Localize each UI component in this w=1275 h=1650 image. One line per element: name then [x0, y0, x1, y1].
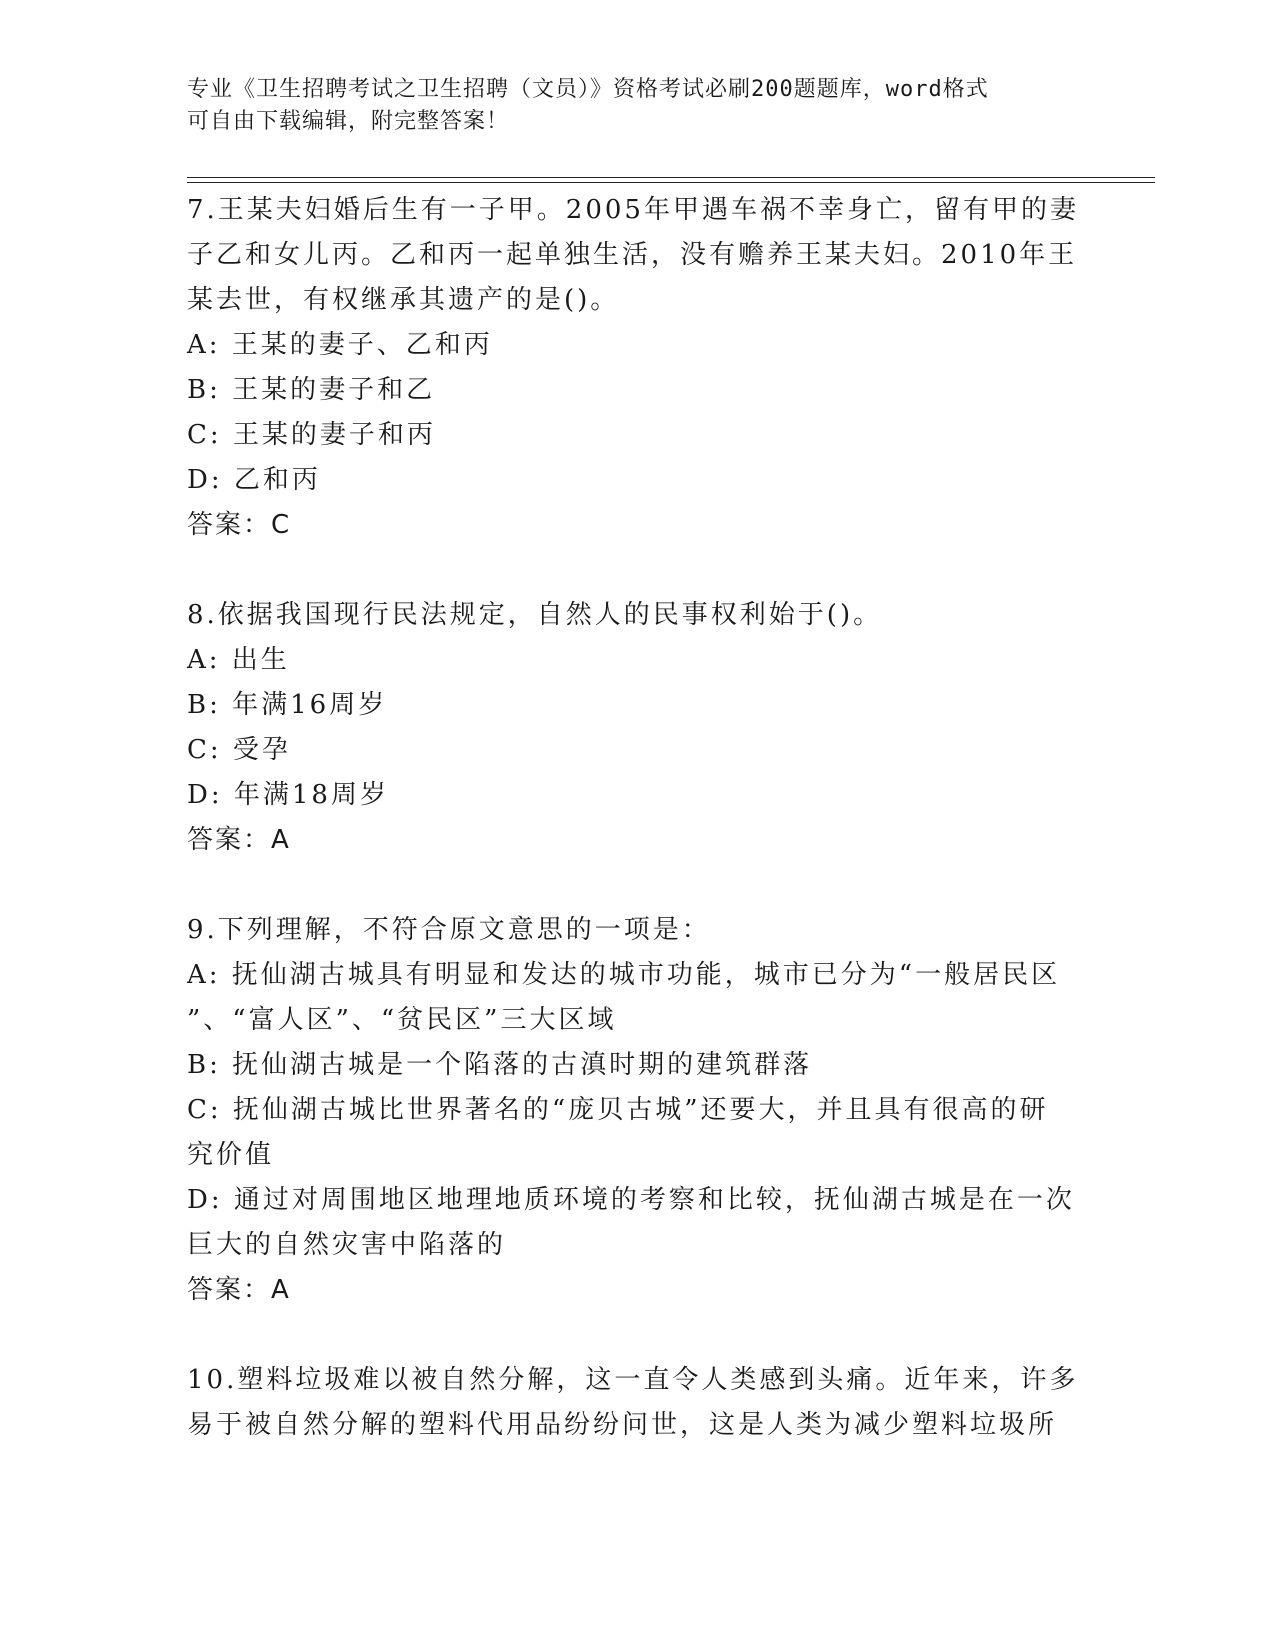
- question-block: [187, 908, 1075, 1358]
- option-line: A: 王某的妻子、乙和丙: [187, 330, 493, 360]
- question-stem-line: 子乙和女儿丙。乙和丙一起单独生活，没有赡养王某夫妇。2010年王: [187, 240, 1078, 270]
- question-stem-line: 9.下列理解，不符合原文意思的一项是：: [187, 915, 711, 945]
- document-header: [187, 74, 1067, 138]
- question-stem-line: 7.王某夫妇婚后生有一子甲。2005年甲遇车祸不幸身亡，留有甲的妻: [187, 195, 1079, 225]
- answer-label: 答案：C: [187, 510, 292, 540]
- question-block: [187, 593, 1067, 908]
- header-divider-top: [187, 177, 1155, 178]
- option-line: C: 王某的妻子和丙: [187, 420, 436, 450]
- option-line: A: 抚仙湖古城具有明显和发达的城市功能，城市已分为“一般居民区: [187, 960, 1061, 990]
- question-block: [187, 1358, 1079, 1448]
- option-line: B: 王某的妻子和乙: [187, 375, 436, 405]
- question-spacer: [187, 863, 1067, 908]
- question-block: [187, 188, 1079, 593]
- option-line: D: 通过对周围地区地理地质环境的考察和比较，抚仙湖古城是在一次: [187, 1185, 1075, 1215]
- question-stem-line: 某去世，有权继承其遗产的是()。: [187, 285, 620, 315]
- option-line: C: 受孕: [187, 735, 291, 765]
- question-spacer: [187, 548, 1067, 593]
- header-line-2: 可自由下载编辑，附完整答案！: [187, 109, 510, 134]
- answer-label: 答案：A: [187, 825, 291, 855]
- answer-label: 答案：A: [187, 1275, 291, 1305]
- option-line: D: 乙和丙: [187, 465, 321, 495]
- option-line: B: 年满16周岁: [187, 690, 388, 720]
- header-line-1: 专业《卫生招聘考试之卫生招聘（文员）》资格考试必刷200题题库，word格式: [187, 77, 989, 102]
- question-spacer: [187, 1313, 1067, 1358]
- option-line: A: 出生: [187, 645, 290, 675]
- option-line: D: 年满18周岁: [187, 780, 389, 810]
- option-line: 究价值: [187, 1140, 275, 1170]
- question-list: [187, 188, 1079, 1448]
- option-line: 巨大的自然灾害中陷落的: [187, 1230, 507, 1260]
- option-line: B: 抚仙湖古城是一个陷落的古滇时期的建筑群落: [187, 1050, 813, 1080]
- option-line: ”、“富人区”、“贫民区”三大区域: [187, 1005, 617, 1035]
- question-stem-line: 8.依据我国现行民法规定，自然人的民事权利始于()。: [187, 600, 883, 630]
- question-stem-line: 易于被自然分解的塑料代用品纷纷问世，这是人类为减少塑料垃圾所: [187, 1410, 1058, 1440]
- question-stem-line: 10.塑料垃圾难以被自然分解，这一直令人类感到头痛。近年来，许多: [187, 1365, 1079, 1395]
- option-line: C: 抚仙湖古城比世界著名的“庞贝古城”还要大，并且具有很高的研: [187, 1095, 1049, 1125]
- header-divider-bottom: [187, 182, 1155, 183]
